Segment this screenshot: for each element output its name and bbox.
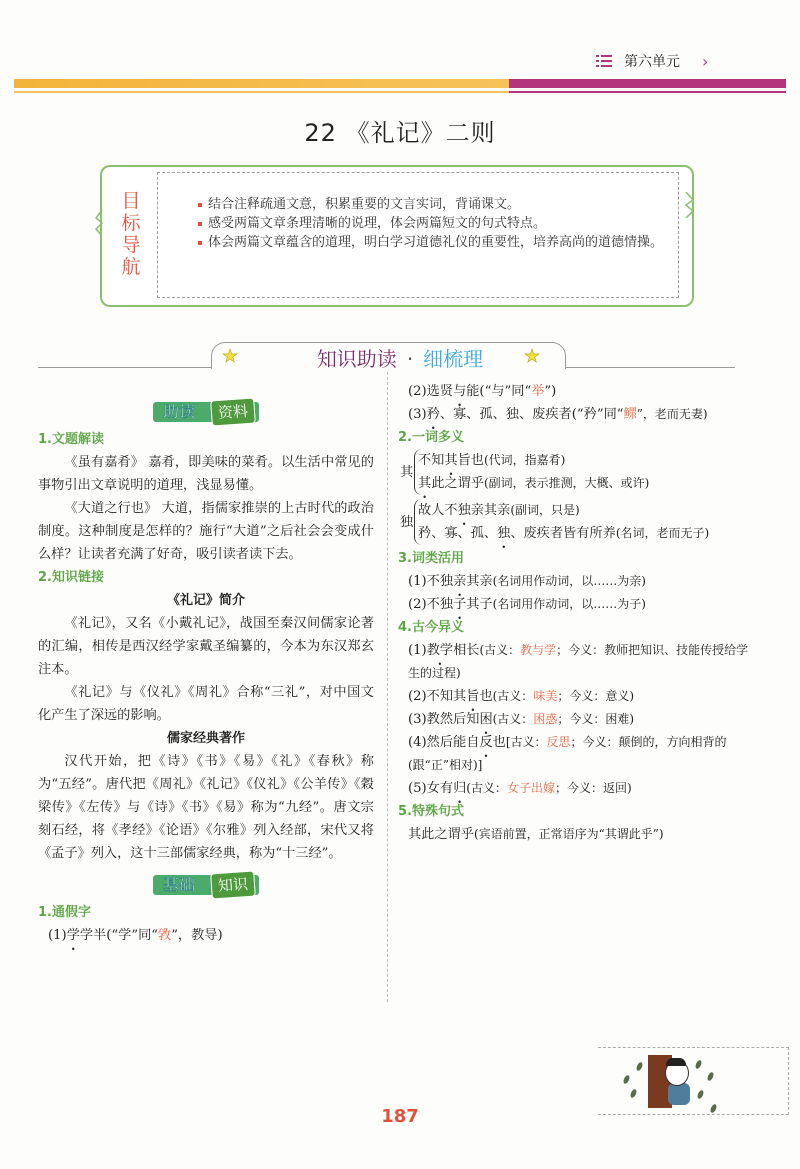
list-item: (3)教然后知困(古义：困惑；今义：困难) xyxy=(408,712,635,727)
paragraph: 汉代开始，把《诗》《书》《易》《礼》《春秋》称为“五经”。唐代把《周礼》《礼记》《仪礼》《公羊传》《穀梁传》《左传》与《诗》《书》《易》称为“九经”。唐文宗刻石经，将《孝经》《论语》《尔雅》列入经部，宋代又将《孟子》列入，这十三部儒家经典，称为“十三经”。 xyxy=(38,754,374,861)
paragraph: 《礼记》与《仪礼》《周礼》合称“三礼”，对中国文化产生了深远的影响。 xyxy=(38,685,374,723)
badge-reading-material: 助读 资料 xyxy=(153,400,259,424)
star-icon: ★ xyxy=(524,346,541,367)
heading-title-interpretation: 1.文题解读 xyxy=(38,432,104,447)
list-item: (2)不知其旨也(古义：味美；今义：意义) xyxy=(408,689,635,704)
heading-word-class: 3.词类活用 xyxy=(398,551,464,566)
heading-special-syntax: 5.特殊句式 xyxy=(398,804,464,819)
zigzag-right-icon xyxy=(684,192,696,218)
list-item: (1)教学相长(古义：教与学；今义：教师把知识、技能传授给学生的过程) xyxy=(408,643,749,680)
goals-label: 目 标 导 航 xyxy=(121,190,141,278)
polysemy-group: 其 不知其旨也(代词，指嘉肴) 其此之谓乎(副词，表示推测，大概、或许) xyxy=(398,449,758,495)
star-icon: ★ xyxy=(222,346,239,367)
goal-item: 结合注释疏通文意，积累重要的文言实词，背诵课文。 xyxy=(198,195,668,214)
list-item: (5)女有归(古义：女子出嫁；今义：返回) xyxy=(408,781,632,796)
zigzag-left-icon xyxy=(94,210,106,236)
paragraph: 《礼记》，又名《小戴礼记》，战国至秦汉间儒家论著的汇编，相传是西汉经学家戴圣编纂的，今本为东汉郑玄注本。 xyxy=(38,616,374,677)
goal-item: 体会两篇文章蕴含的道理，明白学习道德礼仪的重要性，培养高尚的道德情操。 xyxy=(198,233,668,252)
header-bar-right xyxy=(509,79,786,88)
right-column xyxy=(398,380,758,846)
heading-ancient-modern: 4.古今异义 xyxy=(398,620,464,635)
subheading-confucian-classics: 儒家经典著作 xyxy=(166,731,245,746)
column-divider xyxy=(387,372,388,1002)
left-column xyxy=(38,394,374,947)
paragraph: 《大道之行也》 大道，指儒家推崇的上古时代的政治制度。这种制度是怎样的？施行“大道”之后社会会变成什么样？让读者充满了好奇，吸引读者读下去。 xyxy=(38,501,374,562)
list-icon[interactable] xyxy=(596,55,612,67)
child-body-icon xyxy=(668,1083,690,1105)
list-item: 其此之谓乎(宾语前置，正常语序为“其谓此乎”) xyxy=(408,827,664,842)
heading-tongjiazi: 1.通假字 xyxy=(38,905,91,920)
badge-basic-knowledge: 基础 知识 xyxy=(153,873,259,897)
heading-polysemy: 2.一词多义 xyxy=(398,430,464,445)
goals-list xyxy=(198,195,668,252)
section-banner: 知识助读 · 细梳理 xyxy=(316,347,484,371)
list-item: (2)不独子其子(名词用作动词，以……为子) xyxy=(408,597,646,612)
unit-nav[interactable] xyxy=(596,51,708,71)
list-item: (2)选贤与能(“与”同“举”) xyxy=(408,384,557,399)
goal-item: 感受两篇文章条理清晰的说理，体会两篇短文的句式特点。 xyxy=(198,214,668,233)
chevron-right-icon[interactable]: › xyxy=(702,51,709,71)
subheading-liji-intro: 《礼记》简介 xyxy=(166,593,245,608)
unit-label[interactable]: 第六单元 xyxy=(624,54,680,70)
list-item: (4)然后能自反也[古义：反思；今义：颠倒的，方向相背的(跟“正”相对)] xyxy=(408,735,727,772)
list-item: (3)矜、寡、孤、独、废疾者(“矜”同“鳏”，老而无妻) xyxy=(408,407,708,422)
header-bar-left xyxy=(14,79,509,88)
list-item: (1)学学半(“学”同“敩”，教导) xyxy=(48,928,223,943)
header-rule-left xyxy=(14,91,509,93)
paragraph: 《虽有嘉肴》 嘉肴，即美味的菜肴。以生活中常见的事物引出文章说明的道理，浅显易懂。 xyxy=(38,455,374,493)
child-hair-icon xyxy=(666,1058,686,1066)
list-item: (1)不独亲其亲(名词用作动词，以……为亲) xyxy=(408,574,646,589)
header-rule-right xyxy=(509,91,786,93)
page-number: 187 xyxy=(381,1106,419,1127)
polysemy-group: 独 故人不独亲其亲(副词，只是) 矜、寡、孤、独、废疾者皆有所养(名词，老而无子) xyxy=(398,499,758,545)
heading-knowledge-link: 2.知识链接 xyxy=(38,570,104,585)
lesson-title: 22 《礼记》二则 xyxy=(304,119,496,147)
